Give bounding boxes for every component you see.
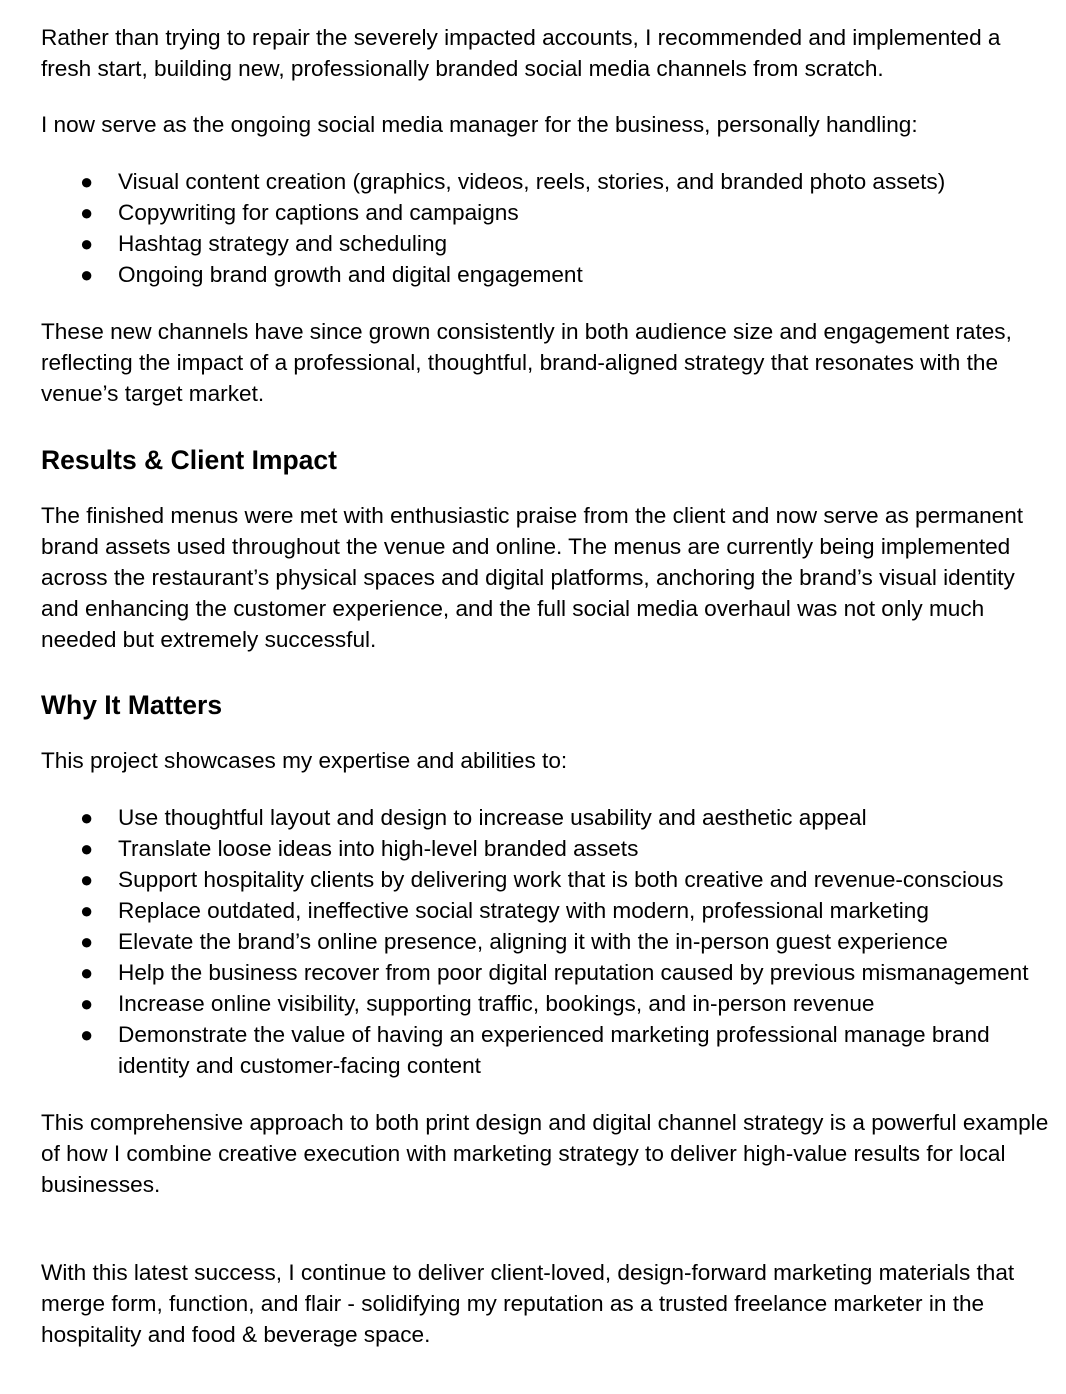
why-intro-paragraph: This project showcases my expertise and abilities to: bbox=[41, 748, 568, 773]
bullet-icon: ● bbox=[80, 991, 94, 1016]
list-item: ● Support hospitality clients by delivering work that is both creative and revenue-conscious bbox=[41, 864, 1051, 895]
handling-list bbox=[41, 166, 1051, 290]
intro-paragraph-fresh-start: Rather than trying to repair the severely impacted accounts, I recommended and implemented a fresh start, building new, professionally branded social media channels from scratch. bbox=[41, 25, 1001, 81]
bullet-icon: ● bbox=[80, 836, 94, 861]
bullet-icon: ● bbox=[80, 262, 94, 287]
list-item: ● Replace outdated, ineffective social strategy with modern, professional marketing bbox=[41, 895, 1051, 926]
intro-paragraph-growth: These new channels have since grown consistently in both audience size and engagement rates, reflecting the impact of a professional, thoughtful, brand-aligned strategy that resonates with the venue’s target market. bbox=[41, 319, 1012, 406]
list-item: ● Ongoing brand growth and digital engagement bbox=[41, 259, 1051, 290]
list-item: ● Copywriting for captions and campaigns bbox=[41, 197, 1051, 228]
bullet-icon: ● bbox=[80, 1022, 94, 1047]
document-page bbox=[41, 22, 1051, 1350]
list-item: ● Elevate the brand’s online presence, aligning it with the in-person guest experience bbox=[41, 926, 1051, 957]
bullet-icon: ● bbox=[80, 805, 94, 830]
bullet-icon: ● bbox=[80, 231, 94, 256]
results-paragraph: The finished menus were met with enthusiastic praise from the client and now serve as permanent brand assets used throughout the venue and online. The menus are currently being implemented across the restaurant’s physical spaces and digital platforms, anchoring the brand’s visual identity and enhancing the customer experience, and the full social media overhaul was not only much needed but extremely successful. bbox=[41, 503, 1024, 652]
intro-paragraph-role: I now serve as the ongoing social media manager for the business, personally handling: bbox=[41, 112, 918, 137]
bullet-icon: ● bbox=[80, 898, 94, 923]
bullet-icon: ● bbox=[80, 169, 94, 194]
abilities-list bbox=[41, 802, 1051, 1081]
list-item: ● Visual content creation (graphics, videos, reels, stories, and branded photo assets) bbox=[41, 166, 1051, 197]
bullet-icon: ● bbox=[80, 929, 94, 954]
list-item: ● Use thoughtful layout and design to increase usability and aesthetic appeal bbox=[41, 802, 1051, 833]
list-item: ● Hashtag strategy and scheduling bbox=[41, 228, 1051, 259]
why-heading: Why It Matters bbox=[41, 690, 223, 720]
summary-paragraph: This comprehensive approach to both print design and digital channel strategy is a powerful example of how I combine creative execution with marketing strategy to deliver high-value results for local businesses. bbox=[41, 1110, 1049, 1197]
bullet-icon: ● bbox=[80, 960, 94, 985]
closing-paragraph: With this latest success, I continue to deliver client-loved, design-forward marketing materials that merge form, function, and flair - solidifying my reputation as a trusted freelance marketer in the hospitality and food & beverage space. bbox=[41, 1260, 1015, 1347]
list-item: ● Increase online visibility, supporting traffic, bookings, and in-person revenue bbox=[41, 988, 1051, 1019]
results-heading: Results & Client Impact bbox=[41, 445, 337, 475]
bullet-icon: ● bbox=[80, 867, 94, 892]
bullet-icon: ● bbox=[80, 200, 94, 225]
list-item: ● Help the business recover from poor digital reputation caused by previous mismanagement bbox=[41, 957, 1051, 988]
list-item: ● Demonstrate the value of having an experienced marketing professional manage brand identity and customer-facing content bbox=[41, 1019, 1051, 1081]
list-item: ● Translate loose ideas into high-level branded assets bbox=[41, 833, 1051, 864]
